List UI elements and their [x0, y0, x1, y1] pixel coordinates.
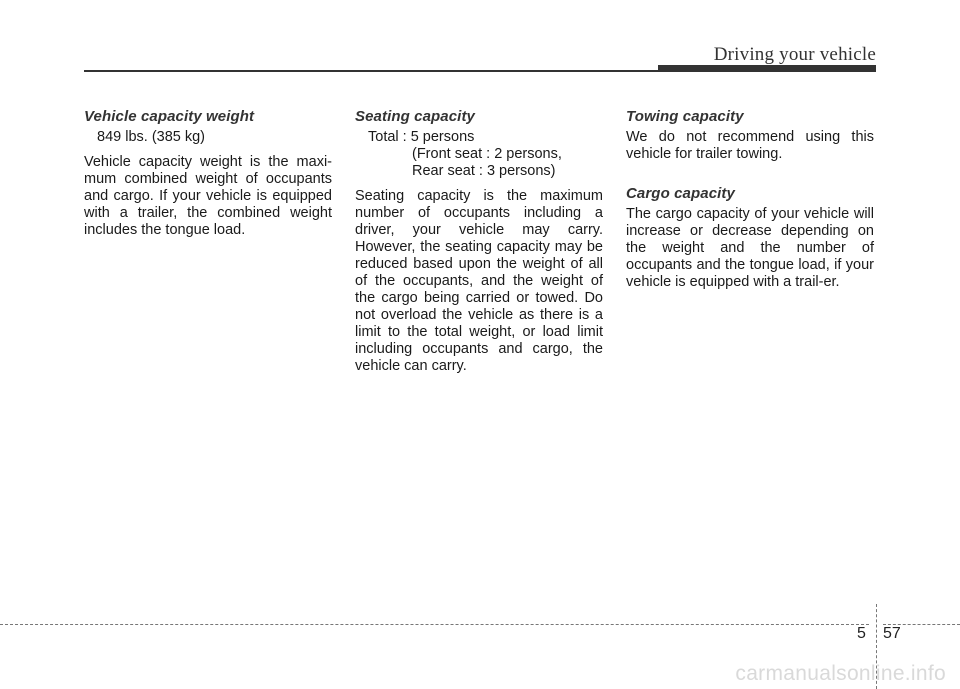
- section-spacer: [626, 172, 874, 185]
- vehicle-capacity-weight-value: 849 lbs. (385 kg): [97, 129, 206, 145]
- header-rule-accent: [658, 65, 876, 72]
- footer-section-number: 5: [857, 625, 866, 642]
- watermark-text: carmanualsonline.info: [735, 662, 946, 685]
- cargo-capacity-body: The cargo capacity of your vehicle will increase or decrease depending on the weight and the number of occupants and the tongue load, if your vehicle is equipped with a trail-er.: [626, 206, 874, 290]
- column-3: [626, 108, 874, 300]
- seating-capacity-heading: Seating capacity: [355, 108, 475, 125]
- page-header-title: Driving your vehicle: [713, 44, 876, 65]
- footer-dashed-rule-left: [0, 624, 869, 625]
- towing-capacity-heading: Towing capacity: [626, 108, 744, 125]
- vehicle-capacity-weight-heading: Vehicle capacity weight: [84, 108, 255, 125]
- seating-capacity-front: (Front seat : 2 persons,: [412, 146, 562, 162]
- column-2: [355, 108, 603, 384]
- header-rule: [84, 70, 660, 72]
- cargo-capacity-heading: Cargo capacity: [626, 185, 735, 202]
- vehicle-capacity-weight-body: Vehicle capacity weight is the maxi-mum combined weight of occupants and cargo. If your vehicle is equipped with a trailer, the combined weight includes the tongue load.: [84, 154, 332, 238]
- seating-capacity-body: Seating capacity is the maximum number of occupants including a driver, your vehicle may carry. However, the seating capacity may be reduced based upon the weight of all of the occupants, and the weight of the cargo being carried or towed. Do not overload the vehicle as there is a limit to the total weight, or load limit including occupants and cargo, the vehicle can carry.: [355, 188, 603, 374]
- seating-capacity-total: Total : 5 persons: [368, 129, 475, 145]
- seating-capacity-rear: Rear seat : 3 persons): [412, 163, 556, 179]
- seating-capacity-total-block: [355, 129, 603, 180]
- towing-capacity-body: We do not recommend using this vehicle for trailer towing.: [626, 129, 874, 162]
- column-1: [84, 108, 332, 248]
- footer-page-number: 57: [883, 625, 901, 642]
